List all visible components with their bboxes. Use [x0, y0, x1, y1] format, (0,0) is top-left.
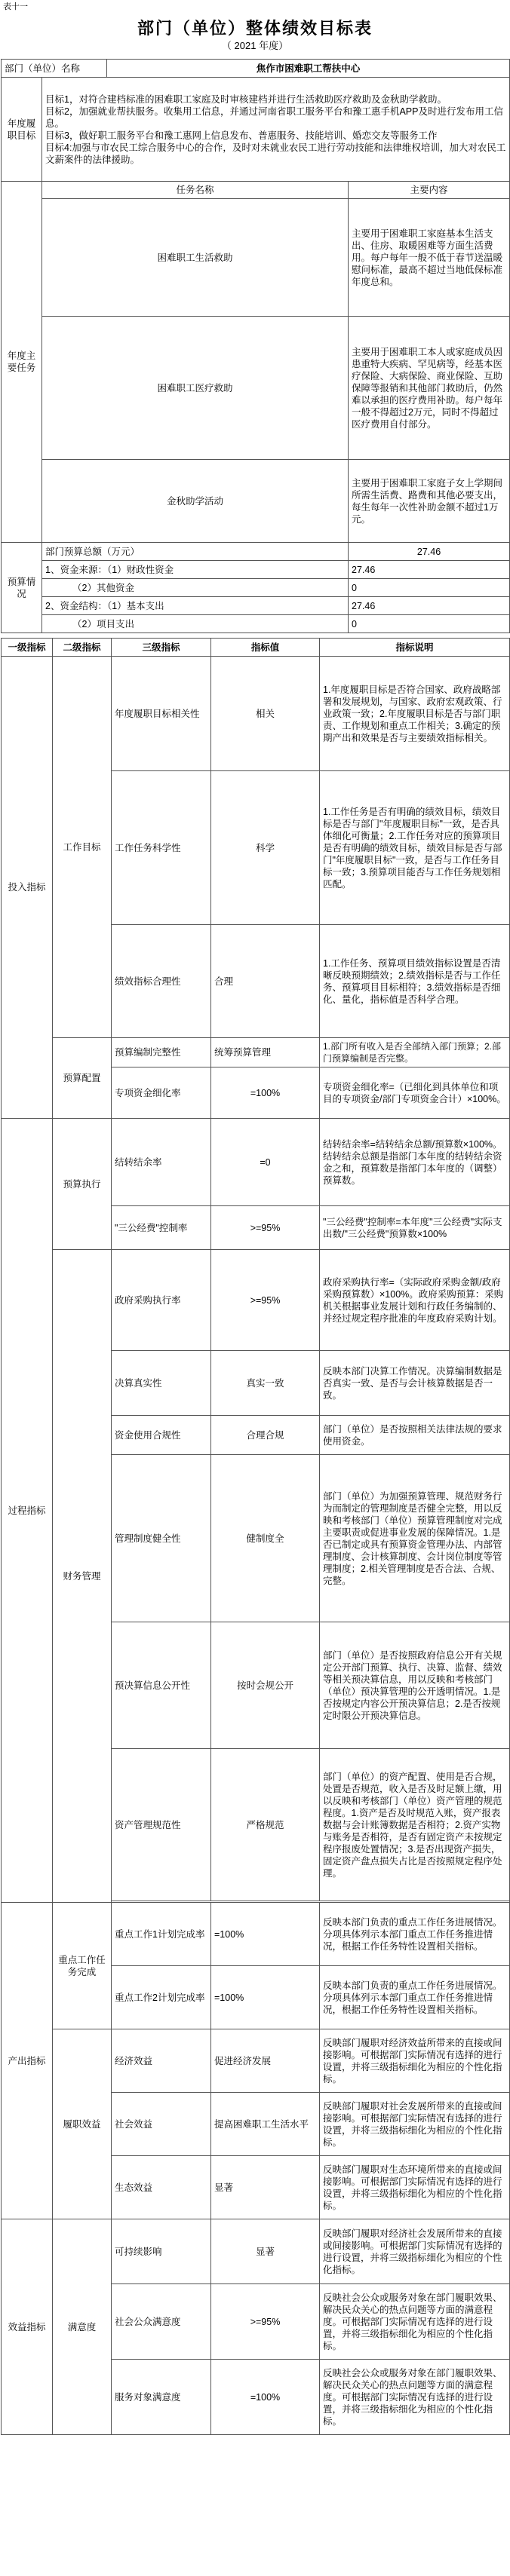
budget-row-label: （2）项目支出 [42, 615, 349, 633]
level3-cell: 可持续影响 [112, 2219, 211, 2284]
value-cell: 促进经济发展 [211, 2029, 320, 2093]
level3-cell: "三公经费"控制率 [112, 1206, 211, 1250]
value-cell: 真实一致 [211, 1351, 320, 1416]
level3-cell: 专项资金细化率 [112, 1067, 211, 1119]
explain-cell: 1.工作任务是否有明确的绩效目标，绩效目标是否与部门"年度履职目标"一致，是否具体细化可衡量；2.工作任务对应的预算项目是否有明确的绩效目标，绩效目标是否与部门"年度履职目标"一致，是否与工作任务目标一致；3.预算项目能否与工作任务规划相匹配。 [320, 771, 510, 925]
level3-cell: 政府采购执行率 [112, 1250, 211, 1351]
header-explain: 指标说明 [320, 639, 510, 657]
indicator-table [1, 638, 510, 2435]
explain-cell: 1.工作任务、预算项目绩效指标设置是否清晰反映预期绩效；2.绩效指标是否与工作任务、预算项目目标相符；3.绩效指标是否细化、量化，指标值是否科学合理。 [320, 925, 510, 1038]
value-cell: 统筹预算管理 [211, 1038, 320, 1067]
annual-tasks-label: 年度主要任务 [2, 182, 42, 543]
value-cell: =100% [211, 2360, 320, 2435]
year-line: （ 2021 年度） [221, 40, 289, 51]
annual-goal-text: 目标1，对符合建档标准的困难职工家庭及时审核建档并进行生活救助医疗救助及金秋助学救助。 目标2，加强就业帮扶服务。收集用工信息，并通过河南省职工服务平台和豫工惠手机APP及时进行发布用工信息。 目标3，做好职工服务平台和豫工惠网上信息发布、普惠服务、技能培训、婚恋交友等服务工作 目标4:加强与市农民工综合服务中心的合作，及时对未就业农民工进行劳动技能和法律维权培训，加大对农民工文薪案件的法律援助。 [42, 78, 510, 182]
level3-cell: 重点工作1计划完成率 [112, 1903, 211, 1966]
budget-total-value: 27.46 [349, 543, 510, 561]
explain-cell: 1.年度履职目标是否符合国家、政府战略部署和发展规划，与国家、政府宏观政策、行业政策一致；2.年度履职目标是否与部门职责、工作规划和重点工作相关；3.确定的预期产出和效果是否与主要绩效指标相关。 [320, 657, 510, 771]
task-content: 主要用于困难职工家庭基本生活支出、住房、取暖困难等方面生活费用。每户每年一般不低于春节送温暖慰问标准，最高不超过当地低保标准年度总和。 [349, 199, 510, 317]
value-cell: >=95% [211, 1250, 320, 1351]
level3-cell: 社会效益 [112, 2093, 211, 2156]
explain-cell: 反映部门履职对经济效益所带来的直接或间接影响。可根据部门实际情况有选择的进行设置，并将三级指标细化为相应的个性化指标。 [320, 2029, 510, 2093]
goal-table [1, 59, 510, 633]
task-content: 主要用于困难职工家庭子女上学期间所需生活费、路费和其他必要支出，每生每年一次性补助金额不超过1万元。 [349, 460, 510, 543]
budget-row-value: 0 [349, 579, 510, 597]
level3-cell: 资产管理规范性 [112, 1749, 211, 1901]
explain-cell: 1.部门所有收入是否全部纳入部门预算；2.部门预算编制是否完整。 [320, 1038, 510, 1067]
level2-work-completion: 重点工作任务完成 [53, 1903, 112, 2029]
value-cell: 科学 [211, 771, 320, 925]
level3-cell: 决算真实性 [112, 1351, 211, 1416]
value-cell: 合理合规 [211, 1416, 320, 1455]
value-cell: 显著 [211, 2219, 320, 2284]
explain-cell: 政府采购执行率=（实际政府采购金额/政府采购预算数）×100%。政府采购预算：采购机关根据事业发展计划和行政任务编制的、并经过规定程序批准的年度政府采购计划。 [320, 1250, 510, 1351]
level2-perf-benefit: 履职效益 [53, 2029, 112, 2219]
value-cell: =0 [211, 1119, 320, 1206]
level3-cell: 生态效益 [112, 2156, 211, 2219]
budget-row-value: 0 [349, 615, 510, 633]
level3-cell: 结转结余率 [112, 1119, 211, 1206]
value-cell: 显著 [211, 2156, 320, 2219]
explain-cell: 反映社会公众或服务对象在部门履职效果、解决民众关心的热点问题等方面的满意程度。可根据部门实际情况有选择的进行设置，并将三级指标细化为相应的个性化指标。 [320, 2284, 510, 2360]
explain-cell: 部门（单位）为加强预算管理、规范财务行为而制定的管理制度是否健全完整，用以反映和考核部门（单位）预算管理制度对完成主要职责或促进事业发展的保障情况。1.是否已制定或具有预算资金管理办法、内部管理制度、会计核算制度、会计岗位制度等管理制度；2.相关管理制度是否合法、合规、完整。 [320, 1455, 510, 1622]
explain-cell: 反映部门履职对经济社会发展所带来的直接或间接影响。可根据部门实际情况有选择的进行设置，并将三级指标细化为相应的个性化指标。 [320, 2219, 510, 2284]
explain-cell: 部门（单位）是否按照相关法律法规的要求使用资金。 [320, 1416, 510, 1455]
unit-name-label: 部门（单位）名称 [2, 60, 107, 78]
budget-total-label: 部门预算总额（万元） [42, 543, 349, 561]
task-name-header: 任务名称 [42, 182, 349, 199]
budget-row-label: 1、资金来源：（1）财政性资金 [42, 561, 349, 579]
explain-cell: 反映本部门决算工作情况。决算编制数据是否真实一致、是否与会计核算数据是否一致。 [320, 1351, 510, 1416]
value-cell: >=95% [211, 2284, 320, 2360]
task-name: 困难职工生活救助 [42, 199, 349, 317]
task-content-header: 主要内容 [349, 182, 510, 199]
level3-cell: 年度履职目标相关性 [112, 657, 211, 771]
budget-row-value: 27.46 [349, 597, 510, 615]
budget-row-label: 2、资金结构：（1）基本支出 [42, 597, 349, 615]
budget-label: 预算情况 [2, 543, 42, 633]
level3-cell: 预决算信息公开性 [112, 1622, 211, 1749]
header-level3: 三级指标 [112, 639, 211, 657]
level3-cell: 经济效益 [112, 2029, 211, 2093]
value-cell: 健制度全 [211, 1455, 320, 1622]
value-cell: 合理 [211, 925, 320, 1038]
header-value: 指标值 [211, 639, 320, 657]
explain-cell: 反映部门履职对生态环境所带来的直接或间接影响。可根据部门实际情况有选择的进行设置，并将三级指标细化为相应的个性化指标。 [320, 2156, 510, 2219]
budget-row-value: 27.46 [349, 561, 510, 579]
task-content: 主要用于困难职工本人或家庭成员因患重特大疾病、罕见病等，经基本医疗保险、大病保险、商业保险、互助保障等报销和其他部门救助后，仍然难以承担的医疗费用补助。每户每年一般不得超过2万元，同时不得超过医疗费用自付部分。 [349, 317, 510, 460]
value-cell: 严格规范 [211, 1749, 320, 1901]
attachment-label: 表十一 [3, 2, 28, 11]
page-title: 部门（单位）整体绩效目标表 [137, 19, 373, 38]
level3-cell: 重点工作2计划完成率 [112, 1966, 211, 2029]
level1-process: 过程指标 [2, 1119, 53, 1903]
explain-cell: 部门（单位）的资产配置、使用是否合规，处置是否规范，收入是否及时足额上缴，用以反映和考核部门（单位）资产管理的规范程度。1.资产是否及时规范入账，资产报表数据与会计账簿数据是否相符；2.资产实物与账务是否相符，是否有固定资产未按规定程序报废处置情况；3.是否出现资产损失，固定资产盘点损失占比是否按照规定程序处理。 [320, 1749, 510, 1901]
task-name: 金秋助学活动 [42, 460, 349, 543]
value-cell: =100% [211, 1903, 320, 1966]
value-cell: =100% [211, 1966, 320, 2029]
explain-cell: 反映部门履职对社会发展所带来的直接或间接影响。可根据部门实际情况有选择的进行设置，并将三级指标细化为相应的个性化指标。 [320, 2093, 510, 2156]
explain-cell: 部门（单位）是否按照政府信息公开有关规定公开部门预算、执行、决算、监督、绩效等相关预决算信息，用以反映和考核部门（单位）预决算管理的公开透明情况。1.是否按规定内容公开预决算信息；2.是否按规定时限公开预决算信息。 [320, 1622, 510, 1749]
level1-effect: 效益指标 [2, 2219, 53, 2435]
level2-budget-config: 预算配置 [53, 1038, 112, 1119]
value-cell: >=95% [211, 1206, 320, 1250]
explain-cell: 结转结余率=结转结余总额/预算数×100%。结转结余总额是指部门本年度的结转结余资金之和，预算数是指部门本年度的（调整）预算数。 [320, 1119, 510, 1206]
explain-cell: 反映本部门负责的重点工作任务进展情况。分项具体列示本部门重点工作任务推进情况，根据工作任务特性设置相关指标。 [320, 1966, 510, 2029]
level3-cell: 管理制度健全性 [112, 1455, 211, 1622]
level2-satisfaction: 满意度 [53, 2219, 112, 2435]
explain-cell: "三公经费"控制率=本年度"三公经费"实际支出数/"三公经费"预算数×100% [320, 1206, 510, 1250]
explain-cell: 专项资金细化率=（已细化到具体单位和项目的专项资金/部门专项资金合计）×100%。 [320, 1067, 510, 1119]
level3-cell: 绩效指标合理性 [112, 925, 211, 1038]
explain-cell: 反映社会公众或服务对象在部门履职效果、解决民众关心的热点问题等方面的满意程度。可根据部门实际情况有选择的进行设置，并将三级指标细化为相应的个性化指标。 [320, 2360, 510, 2435]
annual-goal-label: 年度履职目标 [2, 78, 42, 182]
unit-name-value: 焦作市困难职工帮扶中心 [107, 60, 510, 78]
level3-cell: 社会公众满意度 [112, 2284, 211, 2360]
value-cell: 提高困难职工生活水平 [211, 2093, 320, 2156]
level3-cell: 资金使用合规性 [112, 1416, 211, 1455]
value-cell: 按时会规公开 [211, 1622, 320, 1749]
budget-row-label: （2）其他资金 [42, 579, 349, 597]
task-name: 困难职工医疗救助 [42, 317, 349, 460]
value-cell: 相关 [211, 657, 320, 771]
level2-budget-exec: 预算执行 [53, 1119, 112, 1250]
header-level2: 二级指标 [53, 639, 112, 657]
level1-output: 产出指标 [2, 1903, 53, 2219]
level2-work-goal: 工作目标 [53, 657, 112, 1038]
value-cell: =100% [211, 1067, 320, 1119]
level3-cell: 预算编制完整性 [112, 1038, 211, 1067]
level3-cell: 服务对象满意度 [112, 2360, 211, 2435]
level3-cell: 工作任务科学性 [112, 771, 211, 925]
level2-fin-manage: 财务管理 [53, 1250, 112, 1903]
level1-input: 投入指标 [2, 657, 53, 1119]
header-level1: 一级指标 [2, 639, 53, 657]
explain-cell: 反映本部门负责的重点工作任务进展情况。分项具体列示本部门重点工作任务推进情况，根据工作任务特性设置相关指标。 [320, 1903, 510, 1966]
